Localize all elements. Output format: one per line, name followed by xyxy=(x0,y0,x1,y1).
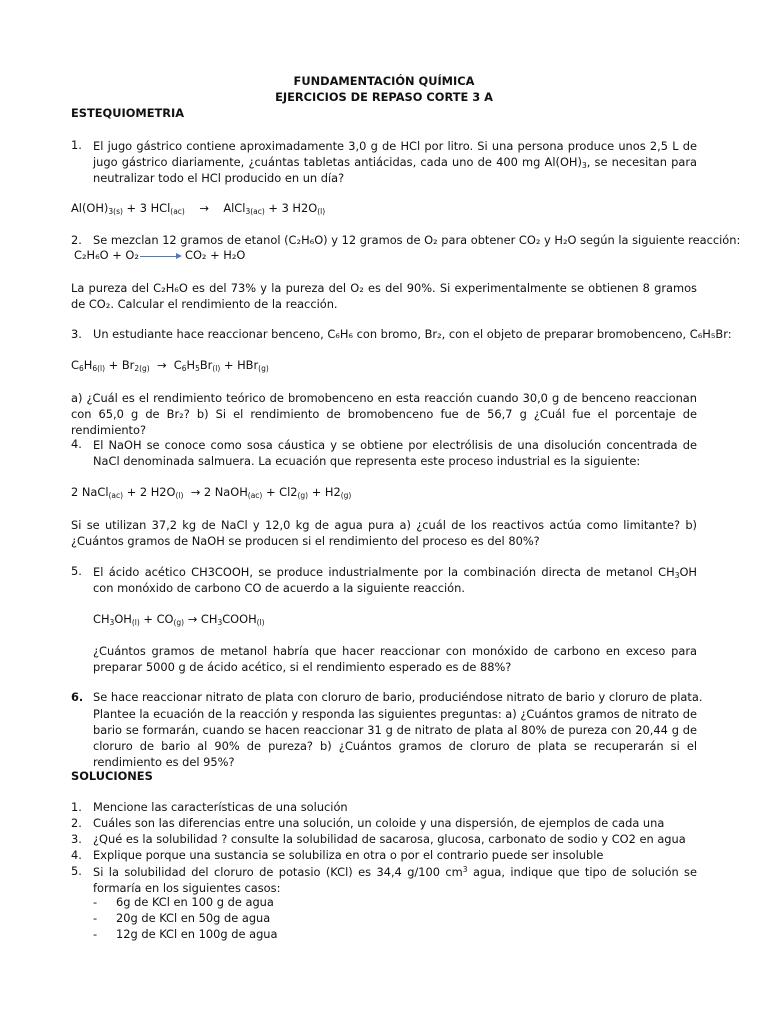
equation-2-reactants: C₂H₆O + O₂ xyxy=(74,248,139,262)
list-item: Explique porque una sustancia se solubiliza en otra o por el contrario puede ser insoluble xyxy=(93,848,604,862)
question-6-line1: Se hace reaccionar nitrato de plata con cloruro de bario, produciéndose nitrato de bario y cloruro de plata. xyxy=(93,690,703,704)
list-item: Mencione las características de una solución xyxy=(93,800,348,814)
question-4-text: Si se utilizan 37,2 kg de NaCl y 12,0 kg de agua pura a) ¿cuál de los reactivos actúa como limitante? b) ¿Cuántos gramos de NaOH se producen si el rendimiento del proceso es del 80%? xyxy=(71,518,697,548)
dash-bullet: - xyxy=(93,895,98,909)
question-number: 4. xyxy=(71,437,82,451)
reaction-arrow-icon xyxy=(140,256,178,257)
question-5-intro: El ácido acético CH3COOH, se produce industrialmente por la combinación directa de metanol $CH_3OH$ con monóxido de carbono CO de acuerdo a la siguiente reacción. xyxy=(93,565,697,595)
list-item: Cuáles son las diferencias entre una solución, un coloide y una dispersión, de ejemplos de cada una xyxy=(93,816,665,830)
question-4-intro: El NaOH se conoce como sosa cáustica y se obtiene por electrólisis de una disolución concentrada de NaCl denominada salmuera. La ecuación que representa este proceso industrial es la siguiente: xyxy=(93,438,697,468)
list-item-number: 2. xyxy=(71,816,82,830)
question-3-text: a) ¿Cuál es el rendimiento teórico de bromobenceno en esta reacción cuando 30,0 g de benceno reaccionan con 65,0 g de Br₂? b) Si el rendimiento de bromobenceno fue de 56,7 g ¿Cuál fue el porcentaje de rendimiento? xyxy=(71,391,697,437)
section-heading-estequiometria: ESTEQUIOMETRIA xyxy=(71,106,185,120)
question-number: 3. xyxy=(71,327,82,341)
question-3-intro: Un estudiante hace reaccionar benceno, C₆H₆ con bromo, Br₂, con el objeto de preparar bromobenceno, C₆H₅Br: xyxy=(93,327,732,341)
document-title: FUNDAMENTACIÓN QUÍMICA xyxy=(293,74,475,88)
list-item: ¿Qué es la solubilidad ? consulte la solubilidad de sacarosa, glucosa, carbonato de sodio y CO2 en agua xyxy=(93,832,686,846)
equation-1: $Al(OH)_{3(s)} + 3$ HCl$_{(ac)}$ → AlCl$_{3(ac)}$ + 3 $H2O_{(l)}$ xyxy=(71,201,326,216)
list-item-number: 4. xyxy=(71,848,82,862)
list-item-number: 3. xyxy=(71,832,82,846)
dash-bullet: - xyxy=(93,927,98,941)
case-item: 12g de KCl en 100g de agua xyxy=(116,927,278,941)
case-item: 6g de KCl en 100 g de agua xyxy=(116,895,274,909)
section-heading-soluciones: SOLUCIONES xyxy=(71,769,153,783)
case-item: 20g de KCl en 50g de agua xyxy=(116,911,271,925)
question-number: 5. xyxy=(71,564,82,578)
list-item-number: 1. xyxy=(71,800,82,814)
equation-3: $C_6H_{6(l)} + Br_{2(g)} \to C_6H_5Br_{(l)} + HBr_{(g)}$ xyxy=(71,358,269,373)
equation-2-products: CO₂ + H₂O xyxy=(185,248,246,262)
equation-4: 2 NaCl$_{(ac)}$ + 2 $H2O_{(l)} \to 2$ NaOH$_{(ac)}$ + $Cl2_{(g)} + H2_{(g)}$ xyxy=(71,485,352,500)
question-1-text: El jugo gástrico contiene aproximadamente 3,0 g de HCl por litro. Si una persona produce unos 2,5 L de jugo gástrico diariamente, ¿cuántas tabletas antiácidas, cada uno de 400 mg $Al(OH)_3$, se necesitan para neutralizar todo el HCl producido en un día? xyxy=(93,139,698,185)
question-5-text: ¿Cuántos gramos de metanol habría que hacer reaccionar con monóxido de carbono en exceso para preparar 5000 g de ácido acético, si el rendimiento esperado es de 88%? xyxy=(93,644,697,674)
question-number: 1. xyxy=(71,138,82,152)
list-item: Si la solubilidad del cloruro de potasio (KCl) es 34,4 g/100 $cm^3$ agua, indique que tipo de solución se formaría en los siguientes casos: xyxy=(93,865,698,895)
question-number: 2. xyxy=(71,233,82,247)
question-6-text: Plantee la ecuación de la reacción y responda las siguientes preguntas: a) ¿Cuántos gramos de nitrato de bario se formarán, cuando se hacen reaccionar 31 g de nitrato de plata al 80% de pureza con 20,44 g de cloruro de bario al 90% de pureza? b) ¿Cuántos gramos de cloruro de plata se recuperarán si el rendimiento es del 95%? xyxy=(93,707,697,769)
dash-bullet: - xyxy=(93,911,98,925)
question-number: 6. xyxy=(71,690,84,704)
document-subtitle: EJERCICIOS DE REPASO CORTE 3 A xyxy=(275,90,493,104)
question-2-intro: Se mezclan 12 gramos de etanol (C₂H₆O) y 12 gramos de O₂ para obtener CO₂ y H₂O según la siguiente reacción: xyxy=(93,233,741,247)
list-item-number: 5. xyxy=(71,864,82,878)
equation-5: $CH_3OH_{(l)} + CO_{(g)}$ → $CH_3COOH_{(l)}$ xyxy=(93,612,265,627)
question-2-text: La pureza del C₂H₆O es del 73% y la pureza del O₂ es del 90%. Si experimentalmente se obtienen 8 gramos de CO₂. Calcular el rendimiento de la reacción. xyxy=(71,281,697,311)
reaction-arrow-head-icon xyxy=(176,253,182,259)
